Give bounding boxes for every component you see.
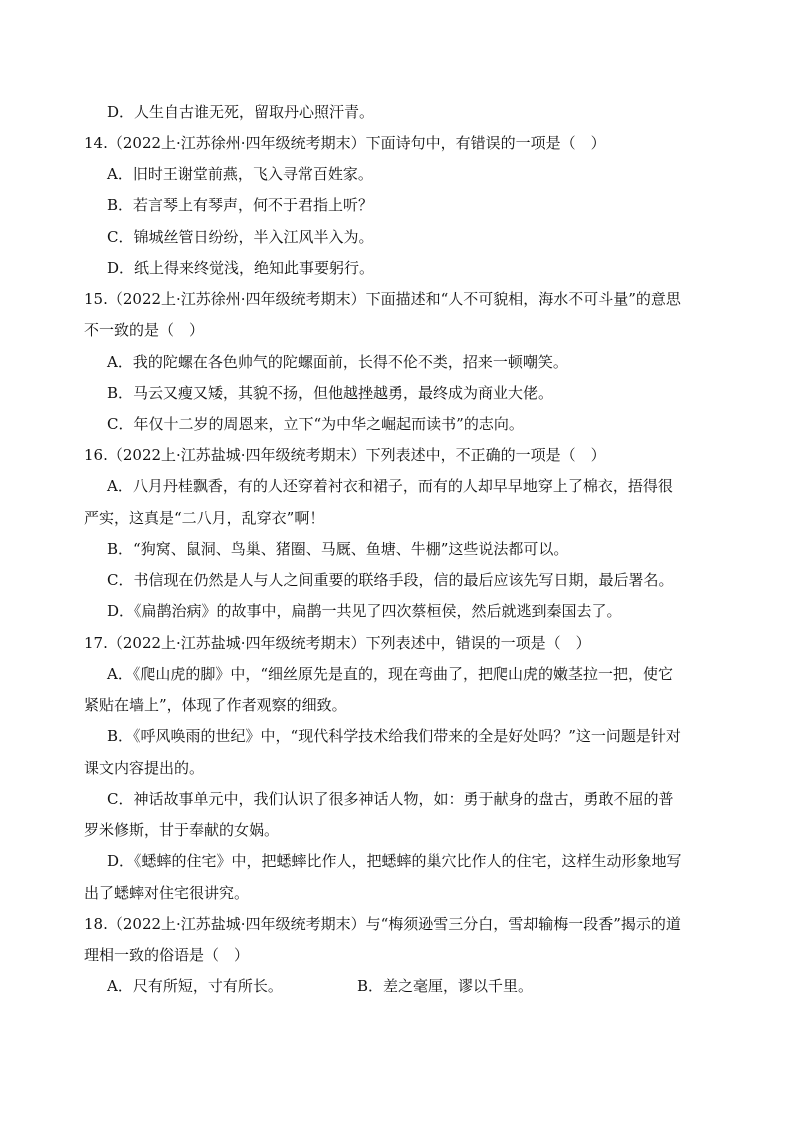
q16-option-d: D．《扁鹊治病》的故事中，扁鹊一共见了四次蔡桓侯，然后就逃到秦国去了。 <box>107 602 622 620</box>
q18-option-a: A．尺有所短，寸有所长。 <box>107 977 283 995</box>
q17-stem: 17.（2022上·江苏盐城·四年级统考期末）下列表述中，错误的一项是（ ） <box>84 634 591 652</box>
q16-option-c: C．书信现在仍然是人与人之间重要的联络手段，信的最后应该先写日期，最后署名。 <box>107 571 674 589</box>
q16-option-a-line2: 严实，这真是“二八月，乱穿衣”啊！ <box>84 509 325 527</box>
q15-option-c: C．年仅十二岁的周恩来，立下“为中华之崛起而读书”的志向。 <box>107 415 524 433</box>
q15-option-b: B．马云又瘦又矮，其貌不扬，但他越挫越勇，最终成为商业大佬。 <box>107 384 554 402</box>
q15-option-a: A．我的陀螺在各色帅气的陀螺面前，长得不伦不类，招来一顿嘲笑。 <box>107 353 568 371</box>
q15-stem-line2: 不一致的是（ ） <box>84 321 205 339</box>
q14-option-d: D．纸上得来终觉浅，绝知此事要躬行。 <box>107 259 375 277</box>
q15-stem-line1: 15.（2022上·江苏徐州·四年级统考期末）下面描述和“人不可貌相，海水不可斗量”的意思 <box>84 290 681 308</box>
q16-stem: 16.（2022上·江苏盐城·四年级统考期末）下列表述中，不正确的一项是（ ） <box>84 446 606 464</box>
q16-option-b: B．“狗窝、鼠洞、鸟巢、猪圈、马厩、鱼塘、牛棚”这些说法都可以。 <box>107 540 569 558</box>
q17-option-c-line1: C．神话故事单元中，我们认识了很多神话人物，如：勇于献身的盘古，勇敢不屈的普 <box>107 790 674 808</box>
q17-option-a-line1: A．《爬山虎的脚》中，“细丝原先是直的，现在弯曲了，把爬山虎的嫩茎拉一把，使它 <box>107 665 674 683</box>
q17-option-a-line2: 紧贴在墙上”，体现了作者观察的细致。 <box>84 696 347 714</box>
q14-option-a: A．旧时王谢堂前燕，飞入寻常百姓家。 <box>107 165 373 183</box>
q16-option-a-line1: A．八月丹桂飘香，有的人还穿着衬衣和裙子，而有的人却早早地穿上了棉衣，捂得很 <box>107 477 673 495</box>
q17-option-d-line2: 出了蟋蟀对住宅很讲究。 <box>84 884 250 902</box>
q18-stem-line2: 理相一致的俗语是（ ） <box>84 946 250 964</box>
q17-option-b-line2: 课文内容提出的。 <box>84 759 205 777</box>
q17-option-b-line1: B．《呼风唤雨的世纪》中，“现代科学技术给我们带来的全是好处吗？”这一问题是针对 <box>107 727 681 745</box>
q17-option-d-line1: D．《蟋蟀的住宅》中，把蟋蟀比作人，把蟋蟀的巢穴比作人的住宅，这样生动形象地写 <box>107 852 682 870</box>
q14-option-b: B．若言琴上有琴声，何不于君指上听？ <box>107 196 374 214</box>
q13-option-d: D．人生自古谁无死，留取丹心照汗青。 <box>107 103 375 121</box>
q17-option-c-line2: 罗米修斯，甘于奉献的女娲。 <box>84 821 280 839</box>
q18-stem-line1: 18.（2022上·江苏盐城·四年级统考期末）与“梅须逊雪三分白，雪却输梅一段香”揭示的道 <box>84 915 681 933</box>
q14-stem: 14.（2022上·江苏徐州·四年级统考期末）下面诗句中，有错误的一项是（ ） <box>84 134 606 152</box>
q14-option-c: C．锦城丝管日纷纷，半入江风半入为。 <box>107 228 374 246</box>
q18-option-b: B．差之毫厘，谬以千里。 <box>357 977 534 995</box>
